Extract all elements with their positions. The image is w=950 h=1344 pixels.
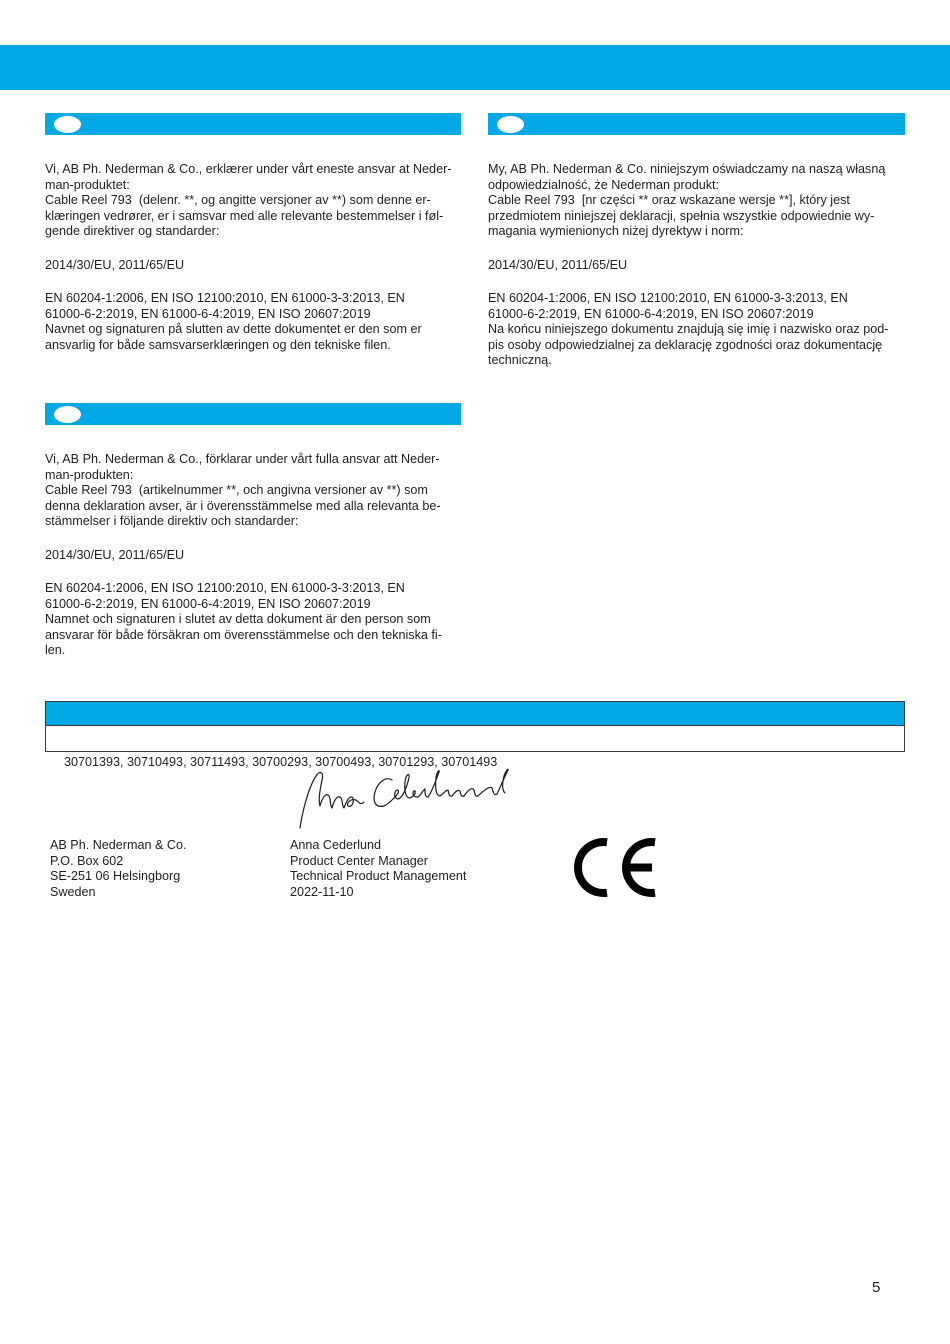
signature-date: 2022-11-10: [290, 884, 354, 899]
text-line: ansvarlig for både samsvarserklæringen og den tekniske filen.: [45, 337, 391, 352]
table-header: [45, 701, 905, 726]
company-address: [50, 838, 187, 900]
text-line: magania wymienionych niżej dyrektyw i norm:: [488, 224, 744, 238]
signature-image: [296, 766, 512, 832]
text-line: pis osoby odpowiedzialnej za deklarację zgodności oraz dokumentację: [488, 337, 883, 352]
text-line: Na końcu niniejszego dokumentu znajdują się imię i nazwisko oraz pod-: [488, 322, 889, 336]
top-color-band: [0, 45, 950, 90]
text-line: len.: [45, 643, 66, 657]
text-line: Cable Reel 793 (artikelnummer **, och angivna versioner av **) som: [45, 483, 428, 497]
text-line: Cable Reel 793 [nr części ** oraz wskazane wersje **], który jest: [488, 193, 850, 207]
signatory-title: Product Center Manager: [290, 853, 428, 868]
text-line: man-produkten:: [45, 467, 134, 482]
text-line: 61000-6-2:2019, EN 61000-6-4:2019, EN ISO 20607:2019: [488, 306, 814, 321]
part-numbers-table: [45, 701, 905, 769]
section-header-norwegian: [45, 113, 461, 135]
text-line: 2014/30/EU, 2011/65/EU: [45, 257, 185, 272]
language-pill: [497, 116, 524, 133]
company-postal-city: SE-251 06 Helsingborg: [50, 869, 181, 883]
standards-paragraph: [488, 291, 908, 369]
declaration-paragraph: [488, 162, 908, 240]
text-line: EN 60204-1:2006, EN ISO 12100:2010, EN 61000-3-3:2013, EN: [488, 291, 848, 305]
text-line: My, AB Ph. Nederman & Co. niniejszym oświadczamy na naszą własną: [488, 162, 886, 176]
signatory-department: Technical Product Management: [290, 869, 467, 883]
standards-paragraph: [45, 581, 465, 659]
text-line: man-produktet:: [45, 177, 130, 192]
text-line: przedmiotem niniejszej deklaracji, spełnia wszystkie odpowiednie wy-: [488, 208, 875, 223]
text-line: Vi, AB Ph. Nederman & Co., förklarar under vårt fulla ansvar att Neder-: [45, 452, 440, 466]
text-line: denna deklaration avser, är i överensstämmelse med alla relevanta be-: [45, 498, 441, 513]
company-name: AB Ph. Nederman & Co.: [50, 838, 187, 852]
text-line: Navnet og signaturen på slutten av dette dokumentet er den som er: [45, 322, 422, 336]
text-line: 61000-6-2:2019, EN 61000-6-4:2019, EN ISO 20607:2019: [45, 596, 371, 611]
signatory-name: Anna Cederlund: [290, 838, 382, 852]
text-line: ansvarar för både försäkran om överensstämmelse och den tekniska fi-: [45, 627, 442, 642]
text-line: 2014/30/EU, 2011/65/EU: [488, 257, 628, 272]
text-line: EN 60204-1:2006, EN ISO 12100:2010, EN 61000-3-3:2013, EN: [45, 291, 405, 305]
text-line: odpowiedzialność, że Nederman produkt:: [488, 177, 720, 192]
text-line: EN 60204-1:2006, EN ISO 12100:2010, EN 61000-3-3:2013, EN: [45, 581, 405, 595]
table-row: [45, 726, 905, 769]
text-line: gende direktiver og standarder:: [45, 224, 220, 238]
page-number: 5: [872, 1279, 881, 1296]
directives-paragraph: [488, 258, 908, 274]
declaration-norwegian: [45, 162, 465, 371]
text-line: techniczną.: [488, 353, 552, 367]
directives-paragraph: [45, 548, 465, 564]
text-line: 2014/30/EU, 2011/65/EU: [45, 547, 185, 562]
language-pill: [54, 116, 81, 133]
section-header-swedish: [45, 403, 461, 425]
text-line: klæringen vedrører, er i samsvar med alle relevante bestemmelser i føl-: [45, 208, 444, 223]
section-header-polish: [488, 113, 905, 135]
text-line: 61000-6-2:2019, EN 61000-6-4:2019, EN ISO 20607:2019: [45, 306, 371, 321]
declaration-paragraph: [45, 452, 465, 530]
declaration-polish: [488, 162, 908, 387]
text-line: Vi, AB Ph. Nederman & Co., erklærer under vårt eneste ansvar at Neder-: [45, 162, 452, 176]
language-pill: [54, 406, 81, 423]
standards-paragraph: [45, 291, 465, 353]
text-line: Cable Reel 793 (delenr. **, og angitte versjoner av **) som denne er-: [45, 193, 431, 207]
directives-paragraph: [45, 258, 465, 274]
ce-mark-icon: [574, 838, 660, 898]
declaration-swedish: [45, 452, 465, 677]
company-po-box: P.O. Box 602: [50, 853, 124, 868]
signatory-block: [290, 838, 466, 900]
text-line: Namnet och signaturen i slutet av detta dokument är den person som: [45, 612, 431, 626]
company-country: Sweden: [50, 884, 96, 899]
declaration-paragraph: [45, 162, 465, 240]
text-line: stämmelser i följande direktiv och standarder:: [45, 514, 299, 528]
part-numbers: 30701393, 30710493, 30711493, 30700293, 30700493, 30701293, 30701493: [64, 755, 498, 769]
